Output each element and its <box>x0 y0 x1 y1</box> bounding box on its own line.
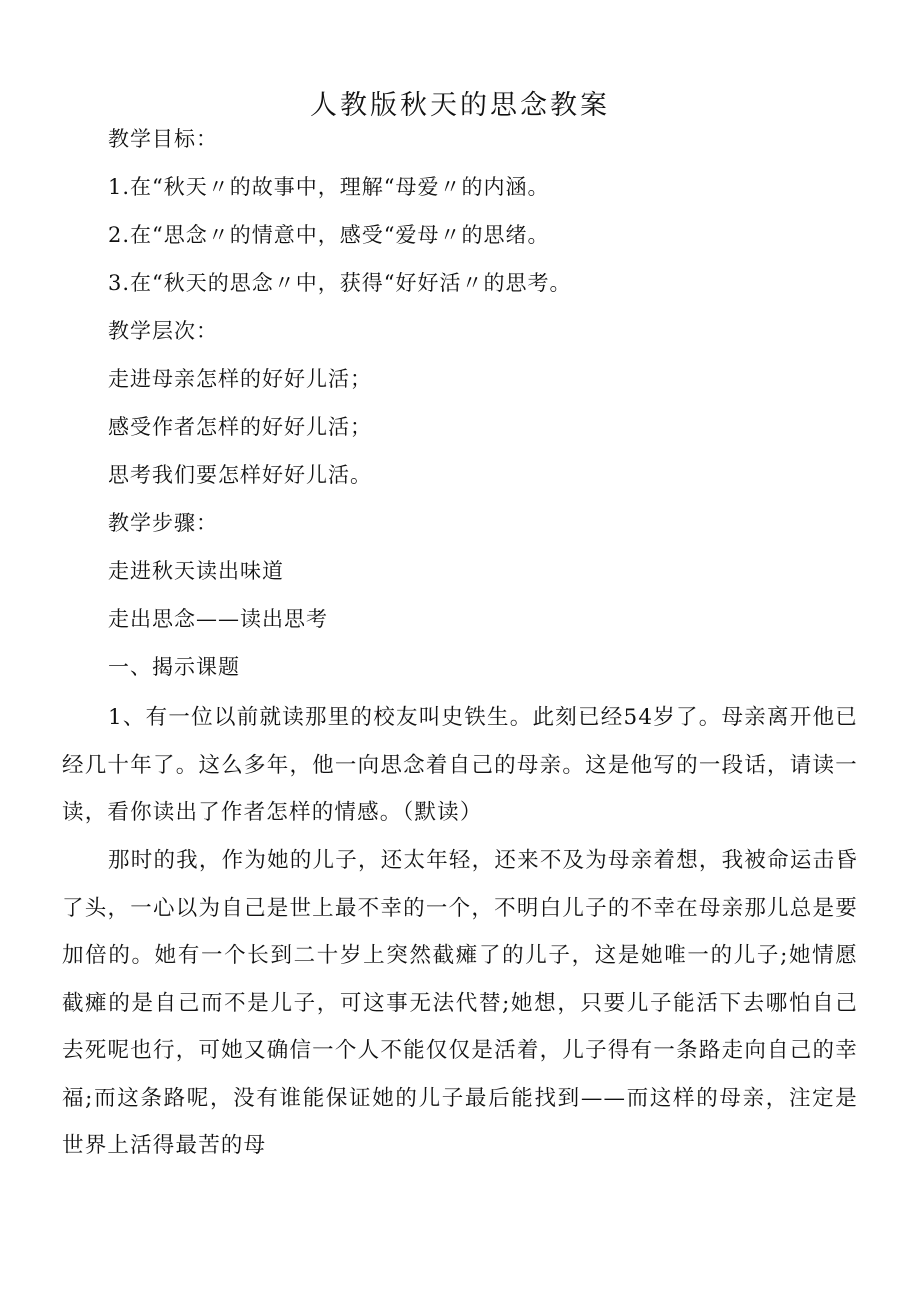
level-item-2: 感受作者怎样的好好儿活； <box>108 415 372 439</box>
objective-item-3: 3.在“秋天的思念〃中，获得“好好活〃的思考。 <box>108 271 572 295</box>
level-item-1: 走进母亲怎样的好好儿活； <box>108 367 372 391</box>
section-heading-levels: 教学层次： <box>108 319 218 343</box>
level-item-3: 思考我们要怎样好好儿活。 <box>108 463 372 487</box>
subsection-heading: 一、揭示课题 <box>108 655 240 679</box>
body-paragraph-1: 1、有一位以前就读那里的校友叫史铁生。此刻已经54岁了。母亲离开他已经几十年了。这么多年，他一向思念着自己的母亲。这是他写的一段话，请读一读，看你读出了作者怎样的情感。（默读） <box>62 705 858 825</box>
objective-item-1: 1.在“秋天〃的故事中，理解“母爱〃的内涵。 <box>108 175 550 199</box>
step-item-1: 走进秋天读出味道 <box>108 559 284 583</box>
body-paragraph-2: 那时的我，作为她的儿子，还太年轻，还来不及为母亲着想，我被命运击昏了头，一心以为自己是世上最不幸的一个，不明白儿子的不幸在母亲那儿总是要加倍的。她有一个长到二十岁上突然截瘫了的儿子，这是她唯一的儿子;她情愿截瘫的是自己而不是儿子，可这事无法代替;她想，只要儿子能活下去哪怕自己去死呢也行，可她又确信一个人不能仅仅是活着，儿子得有一条路走向自己的幸福;而这条路呢，没有谁能保证她的儿子最后能找到——而这样的母亲，注定是世界上活得最苦的母 <box>62 848 858 1158</box>
document-title: 人教版秋天的思念教案 <box>310 90 610 122</box>
section-heading-steps: 教学步骤： <box>108 511 218 535</box>
step-item-2: 走出思念——读出思考 <box>108 607 328 631</box>
section-heading-objectives: 教学目标： <box>108 127 218 151</box>
objective-item-2: 2.在“思念〃的情意中，感受“爱母〃的思绪。 <box>108 223 550 247</box>
